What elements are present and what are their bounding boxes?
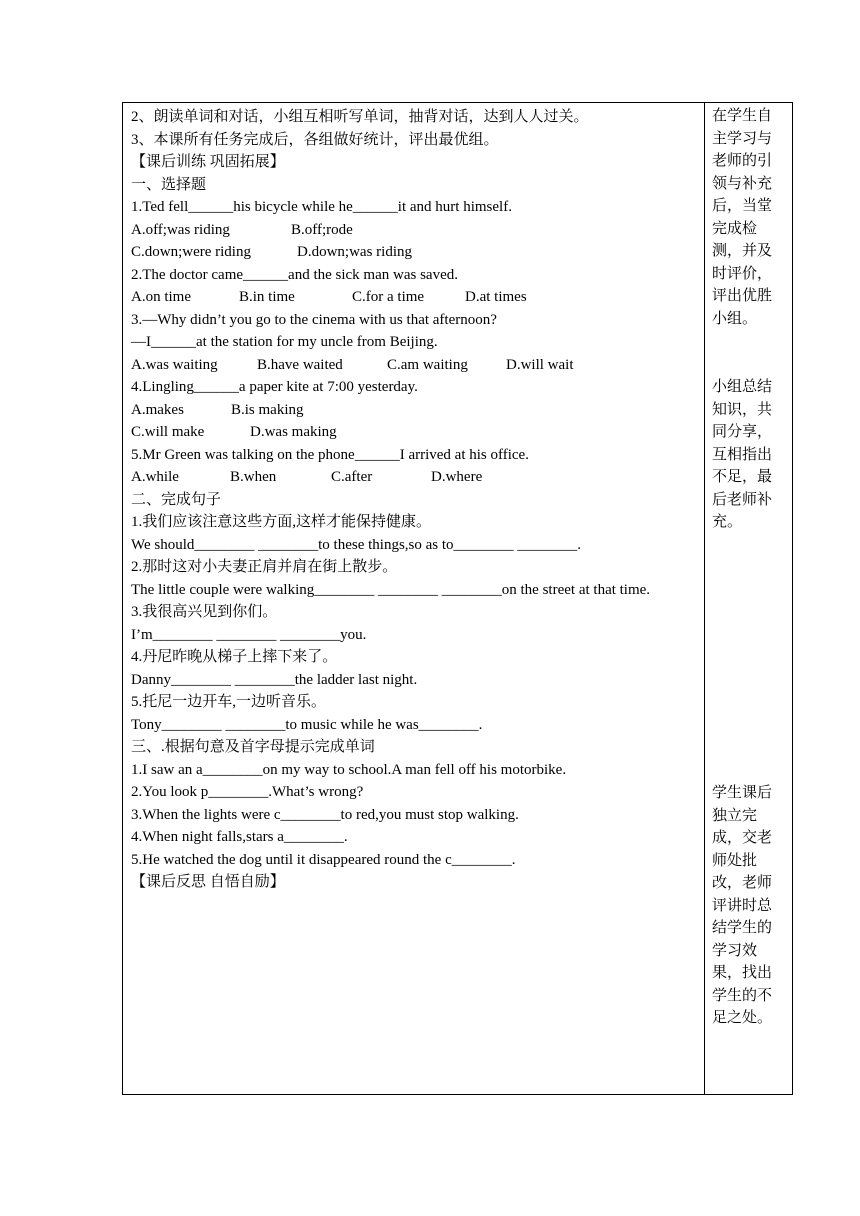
main-column	[131, 106, 699, 894]
side-note: 小组总结知识，共同分享，互相指出不足，最后老师补充。	[712, 379, 773, 530]
option: A.while	[131, 469, 179, 485]
text-line: 4.When night falls,stars a________.	[131, 829, 348, 845]
option: C.for a time	[352, 289, 425, 305]
option: B.when	[230, 469, 277, 485]
text-line: 3.When the lights were c________to red,you must stop walking.	[131, 806, 519, 823]
answer-options	[131, 241, 699, 264]
answer-options	[131, 421, 699, 444]
question: 4.Lingling______a paper kite at 7:00 yesterday.	[131, 379, 418, 395]
answer-options	[131, 466, 699, 489]
question: —I______at the station for my uncle from Beijing.	[131, 334, 438, 350]
text-line: 1.我们应该注意这些方面,这样才能保持健康。	[131, 514, 432, 530]
option: D.at times	[465, 289, 527, 305]
option: C.down;were riding	[131, 244, 251, 260]
section-heading: 二、完成句子	[131, 491, 222, 508]
text-line: Tony________ ________to music while he was________.	[131, 716, 483, 733]
option: C.am waiting	[387, 356, 468, 373]
question: 2.The doctor came______and the sick man was saved.	[131, 266, 458, 283]
option: D.was making	[250, 424, 337, 440]
option: A.off;was riding	[131, 221, 230, 238]
worksheet-table	[122, 102, 793, 1095]
question: 5.Mr Green was talking on the phone______I arrived at his office.	[131, 446, 529, 463]
column-divider	[704, 103, 705, 1094]
text-line: 2.You look p________.What’s wrong?	[131, 784, 364, 800]
option: D.down;was riding	[297, 244, 412, 260]
option: B.off;rode	[291, 221, 353, 238]
text-line: 1.I saw an a________on my way to school.A man fell off his motorbike.	[131, 761, 567, 778]
option: C.after	[331, 469, 373, 485]
text-line: We should________ ________to these things,so as to________ ________.	[131, 536, 582, 553]
section-heading: 【课后训练 巩固拓展】	[131, 154, 285, 170]
side-note: 学生课后独立完成，交老师处批改，老师评讲时总结学生的学习效果，找出学生的不足之处。	[712, 785, 773, 1026]
option: D.where	[431, 469, 483, 485]
text-line: 5.He watched the dog until it disappeared round the c________.	[131, 851, 516, 868]
question: 3.—Why didn’t you go to the cinema with us that afternoon?	[131, 311, 497, 328]
option: A.on time	[131, 289, 191, 305]
side-note: 在学生自主学习与老师的引领与补充后，当堂完成检测，并及时评价，评出优胜小组。	[712, 108, 773, 327]
section-heading: 一、选择题	[131, 176, 207, 193]
text-line: 3、本课所有任务完成后，各组做好统计，评出最优组。	[131, 131, 499, 148]
answer-options	[131, 286, 699, 309]
text-line: 3.我很高兴见到你们。	[131, 604, 278, 620]
option: C.will make	[131, 424, 205, 440]
text-line: 2.那时这对小夫妻正肩并肩在街上散步。	[131, 559, 398, 575]
option: B.have waited	[257, 356, 343, 373]
question: 1.Ted fell______his bicycle while he______it and hurt himself.	[131, 199, 512, 215]
text-line: I’m________ ________ ________you.	[131, 626, 367, 643]
section-heading: 【课后反思 自悟自励】	[131, 874, 285, 890]
option: A.makes	[131, 401, 184, 418]
option: B.in time	[239, 289, 295, 305]
text-line: 2、朗读单词和对话，小组互相听写单词，抽背对话，达到人人过关。	[131, 109, 589, 125]
option: B.is making	[231, 401, 304, 418]
answer-options	[131, 354, 699, 377]
text-line: 5.托尼一边开车,一边听音乐。	[131, 694, 327, 710]
text-line: Danny________ ________the ladder last night.	[131, 671, 418, 688]
text-line: 4.丹尼昨晚从梯子上摔下来了。	[131, 649, 338, 665]
option: D.will wait	[506, 356, 574, 373]
text-line: The little couple were walking________ ________ ________on the street at that time.	[131, 581, 651, 598]
option: A.was waiting	[131, 356, 218, 373]
section-heading: 三、.根据句意及首字母提示完成单词	[131, 739, 375, 755]
answer-options	[131, 399, 699, 422]
answer-options	[131, 219, 699, 242]
